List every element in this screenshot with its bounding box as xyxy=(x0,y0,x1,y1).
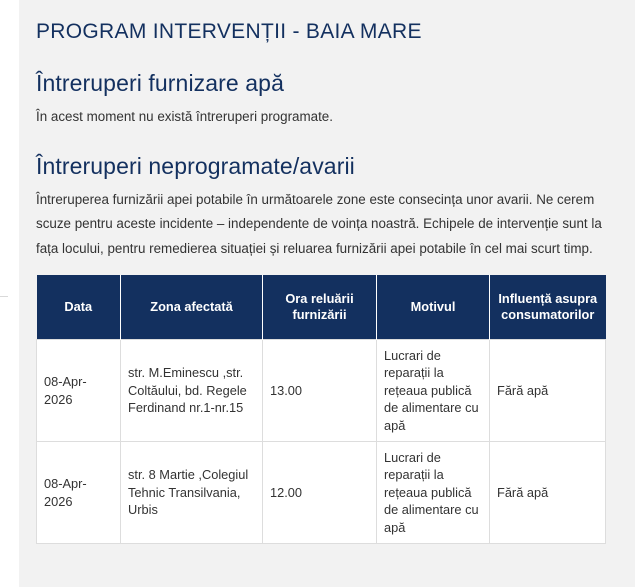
cell-date: 08-Apr-2026 xyxy=(37,340,121,442)
table-row xyxy=(37,442,606,544)
header-resume: Ora reluării furnizării xyxy=(263,275,377,340)
cell-impact: Fără apă xyxy=(490,442,606,544)
cell-zone: str. 8 Martie ,Colegiul Tehnic Transilvania, Urbis xyxy=(121,442,263,544)
header-reason: Motivul xyxy=(377,275,490,340)
page-divider xyxy=(0,296,8,297)
cell-reason: Lucrari de reparații la rețeaua publică de alimentare cu apă xyxy=(377,442,490,544)
cell-reason: Lucrari de reparații la rețeaua publică de alimentare cu apă xyxy=(377,340,490,442)
cell-date: 08-Apr-2026 xyxy=(37,442,121,544)
cell-resume: 13.00 xyxy=(263,340,377,442)
unplanned-heading: Întreruperi neprogramate/avarii xyxy=(36,152,355,179)
header-date: Data xyxy=(37,275,121,340)
cell-resume: 12.00 xyxy=(263,442,377,544)
cell-zone: str. M.Eminescu ,str. Coltăului, bd. Regele Ferdinand nr.1-nr.15 xyxy=(121,340,263,442)
cell-impact: Fără apă xyxy=(490,340,606,442)
header-impact: Influență asupra consumatorilor xyxy=(490,275,606,340)
table-row xyxy=(37,340,606,442)
header-zone: Zona afectată xyxy=(121,275,263,340)
table-header-row xyxy=(37,275,606,340)
planned-text: În acest moment nu există întreruperi programate. xyxy=(36,109,333,124)
unplanned-text: Întreruperea furnizării apei potabile în următoarele zone este consecința unor avarii. Ne cerem scuze pentru aceste incidente – independente de voința noastră. Echipele de intervenție sunt la fața locului, pentru remedierea situației și reluarea furnizării apei potabile în cel mai scurt timp. xyxy=(36,191,602,256)
interventions-table xyxy=(36,275,606,544)
planned-heading: Întreruperi furnizare apă xyxy=(36,70,284,96)
content-panel xyxy=(19,0,635,587)
page-title: PROGRAM INTERVENȚII - BAIA MARE xyxy=(36,20,422,43)
